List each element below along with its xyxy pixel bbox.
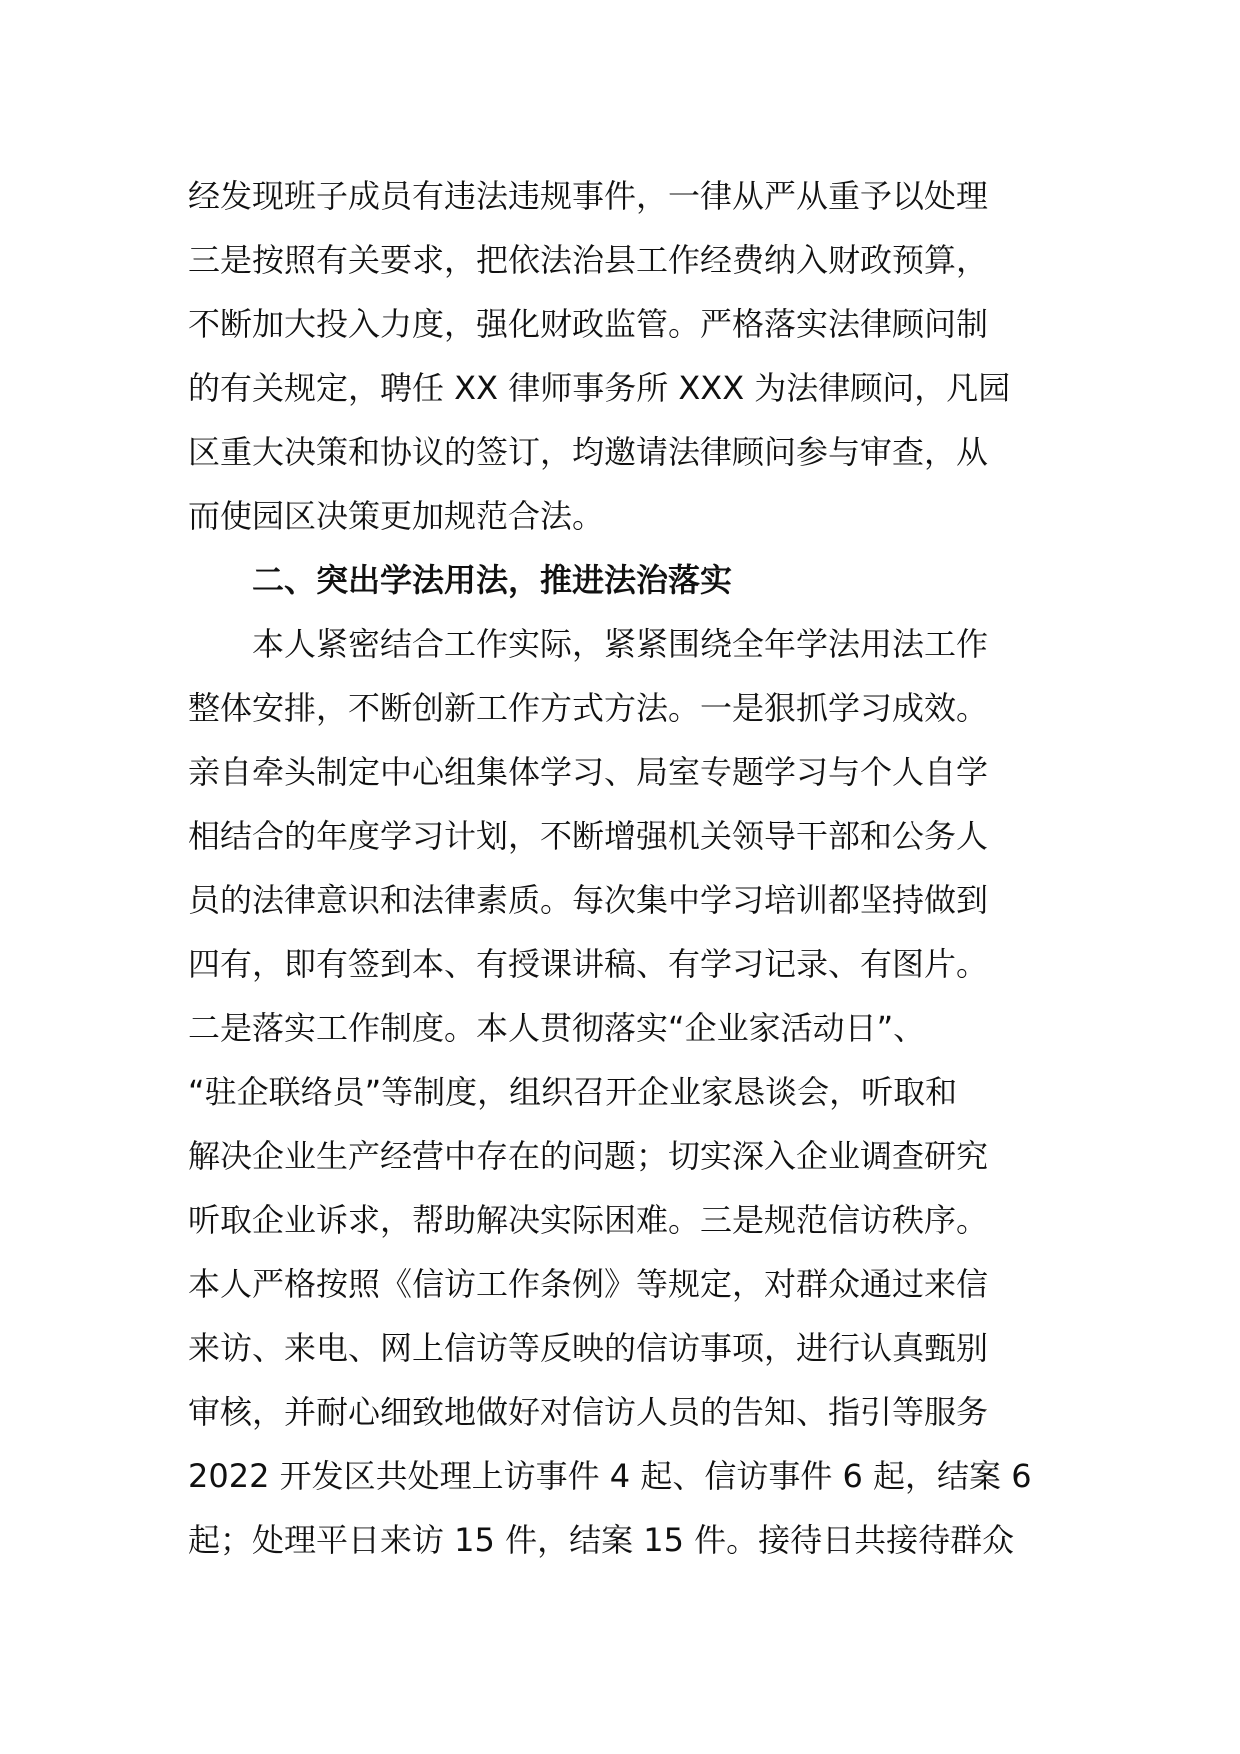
paragraph-line: 经发现班子成员有违法违规事件，一律从严从重予以处理 [188, 177, 989, 215]
paragraph-line: 审核，并耐心细致地做好对信访人员的告知、指引等服务 [188, 1393, 989, 1431]
document-body [188, 164, 1068, 1572]
paragraph-line: 本人紧密结合工作实际，紧紧围绕全年学法用法工作 [252, 625, 989, 663]
section-heading: 二、突出学法用法，推进法治落实 [252, 561, 733, 599]
paragraph-line: 不断加大投入力度，强化财政监管。严格落实法律顾问制 [188, 305, 989, 343]
paragraph-line: 整体安排，不断创新工作方式方法。一是狠抓学习成效。 [188, 689, 989, 727]
paragraph-line: 本人严格按照《信访工作条例》等规定，对群众通过来信 [188, 1265, 989, 1303]
paragraph-line: “驻企联络员”等制度，组织召开企业家恳谈会，听取和 [188, 1073, 958, 1111]
paragraph-line: 听取企业诉求，帮助解决实际困难。三是规范信访秩序。 [188, 1201, 989, 1239]
paragraph-line: 二是落实工作制度。本人贯彻落实“企业家活动日”、 [188, 1009, 926, 1047]
paragraph-line: 的有关规定，聘任 XX 律师事务所 XXX 为法律顾问，凡园 [188, 369, 1011, 407]
paragraph-line: 来访、来电、网上信访等反映的信访事项，进行认真甄别 [188, 1329, 989, 1367]
paragraph-line: 三是按照有关要求，把依法治县工作经费纳入财政预算， [188, 241, 989, 279]
paragraph-line: 亲自牵头制定中心组集体学习、局室专题学习与个人自学 [188, 753, 989, 791]
paragraph-line: 区重大决策和协议的签订，均邀请法律顾问参与审查，从 [188, 433, 989, 471]
paragraph-line: 起；处理平日来访 15 件，结案 15 件。接待日共接待群众 [188, 1521, 1015, 1559]
paragraph-line: 相结合的年度学习计划，不断增强机关领导干部和公务人 [188, 817, 989, 855]
paragraph-line: 解决企业生产经营中存在的问题；切实深入企业调查研究 [188, 1137, 989, 1175]
paragraph-line: 2022 开发区共处理上访事件 4 起、信访事件 6 起，结案 6 [188, 1457, 1032, 1495]
paragraph-line: 四有，即有签到本、有授课讲稿、有学习记录、有图片。 [188, 945, 989, 983]
paragraph-line: 员的法律意识和法律素质。每次集中学习培训都坚持做到 [188, 881, 989, 919]
paragraph-line: 而使园区决策更加规范合法。 [188, 497, 605, 535]
